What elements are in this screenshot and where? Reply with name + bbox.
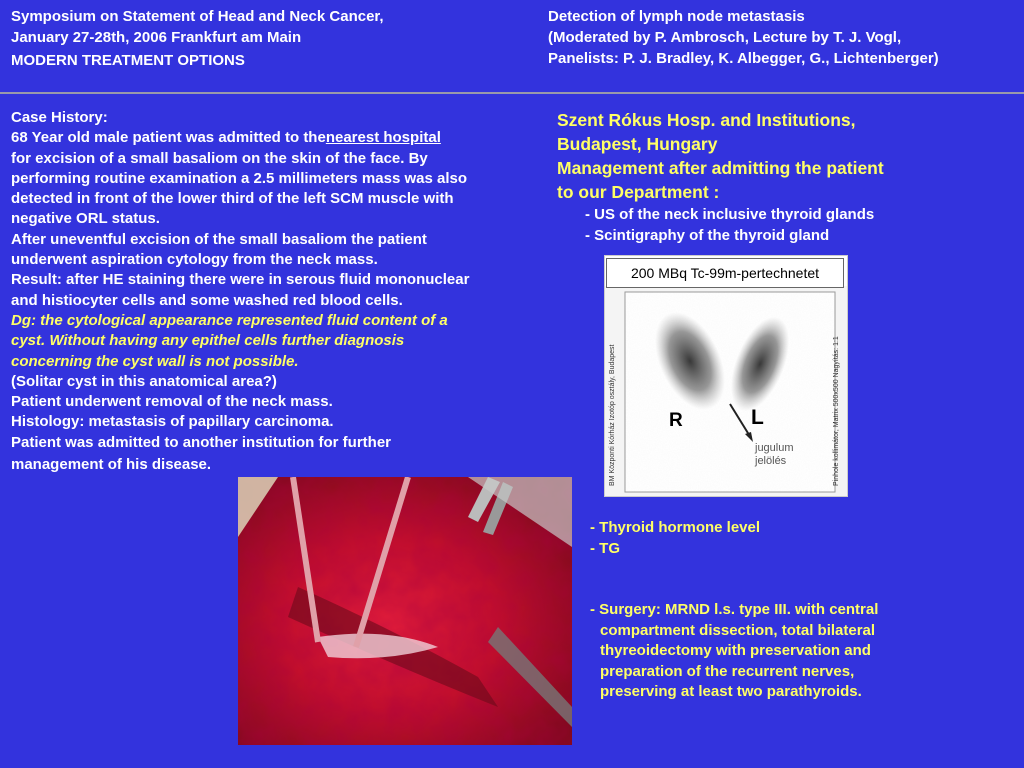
symposium-info [11,6,384,71]
case-line: and histiocyter cells and some washed red blood cells. [11,291,403,309]
case-line: Patient underwent removal of the neck mass. [11,393,333,411]
scan-side-right [831,296,845,486]
case-line: Result: after HE staining there were in serous fluid mononuclear [11,271,470,289]
scan-side-text: BM Központi Kórház Izotóp osztály, Budapest [609,344,616,486]
lab-test-item: - TG [590,539,620,557]
scan-side-text: Pinhole kollimátor, Matrix 500x500 Nagyítás: 1:1 [833,336,840,486]
case-line: Patient was admitted to another institution for further [11,433,392,451]
scan-dose-label: 200 MBq Tc-99m-pertechnetet [606,258,844,288]
diagnosis-line: Dg: the cytological appearance represented fluid content of a [11,311,448,329]
case-line: After uneventful excision of the small basaliom the patient [11,230,427,248]
surgery-photo-graphic [238,477,572,745]
case-line: underwent aspiration cytology from the neck mass. [11,251,378,269]
slide-header [0,0,1024,94]
scan-side-left [609,296,623,486]
scintigraphy-image [604,255,848,497]
case-line: management of his disease. [11,456,212,474]
header-left-line: Symposium on Statement of Head and Neck Cancer, [11,8,384,25]
caption-line: jelölés [755,455,787,467]
scintigraphy-graphic [605,256,847,496]
case-line: Histology: metastasis of papillary carcinoma. [11,413,334,431]
management-item: - Scintigraphy of the thyroid gland [585,227,830,244]
right-marker: R [669,410,683,431]
management-line: Management after admitting the patient [557,158,884,178]
hospital-line: Budapest, Hungary [557,134,718,154]
case-line: (Solitar cyst in this anatomical area?) [11,372,277,390]
surgery-description [590,600,878,703]
surgery-photo [238,477,572,745]
case-line: negative ORL status. [11,210,160,228]
header-right-line: Detection of lymph node metastasis [548,8,805,25]
surgery-line: thyreoidectomy with preservation and [600,642,871,659]
case-line: detected in front of the lower third of the left SCM muscle with [11,190,454,208]
case-line-text: 68 Year old male patient was admitted to the [11,129,326,147]
surgery-line: - Surgery: MRND l.s. type III. with central [590,601,879,618]
case-line: performing routine examination a 2.5 millimeters mass was also [11,169,467,187]
nearest-hospital-text: nearest hospital [325,129,441,147]
surgery-line: preserving at least two parathyroids. [600,683,862,700]
diagnosis-line: cyst. Without having any epithel cells further diagnosis [11,332,405,350]
session-info [548,6,939,69]
left-marker: L [751,406,764,429]
header-right-line: Panelists: P. J. Bradley, K. Albegger, G., Lichtenberger) [548,50,939,67]
lab-tests [590,518,760,559]
surgery-line: compartment dissection, total bilateral [600,621,876,639]
case-line: for excision of a small basaliom on the skin of the face. By [11,149,428,167]
header-left-line: MODERN TREATMENT OPTIONS [11,52,245,69]
management-line: to our Department : [557,182,720,202]
hospital-line: Szent Rókus Hosp. and Institutions, [557,110,856,130]
jugulum-caption [755,442,794,468]
lab-test-item: - Thyroid hormone level [590,519,761,536]
management-list [585,204,874,246]
case-line [11,128,551,148]
management-item: - US of the neck inclusive thyroid glands [585,206,875,223]
surgery-line: preparation of the recurrent nerves, [600,662,855,680]
diagnosis-line: concerning the cyst wall is not possible. [11,352,299,370]
header-left-line: January 27-28th, 2006 Frankfurt am Main [11,29,302,46]
hospital-heading [557,108,1017,204]
case-title: Case History: [11,109,108,126]
case-history [11,108,551,475]
header-right-line: (Moderated by P. Ambrosch, Lecture by T. J. Vogl, [548,29,902,46]
caption-line: jugulum [755,442,794,454]
